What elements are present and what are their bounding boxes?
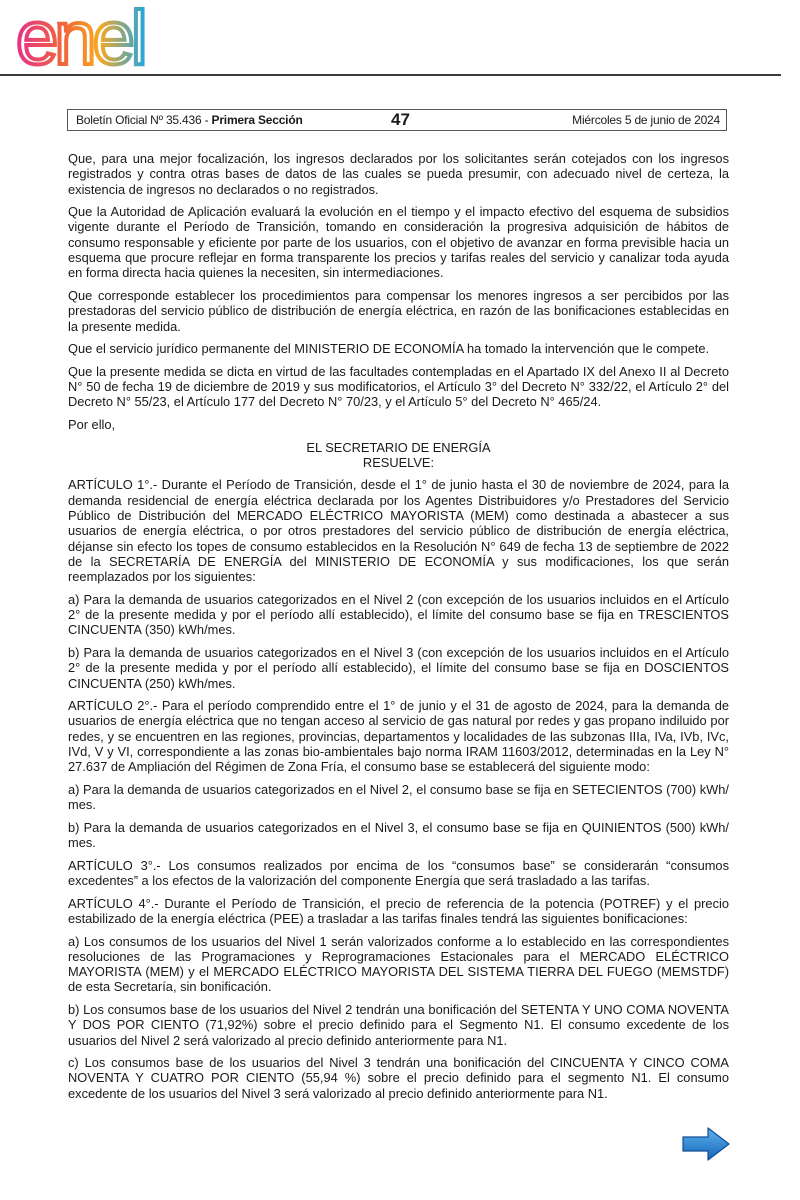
page-number: 47 [391, 110, 410, 129]
resolution-heading [68, 440, 729, 471]
bulletin-number: Boletín Oficial Nº 35.436 - [76, 113, 212, 127]
paragraph: Que corresponde establecer los procedimientos para compensar los menores ingresos a ser percibidos por las prestadoras del servicio público de distribución de energía eléctrica, en razón de las bonificaciones establecidas en la presente medida. [68, 287, 729, 334]
article-3: ARTÍCULO 3°.- Los consumos realizados por encima de los “consumos base” se considerarán “consumos excedentes” a los efectos de la valorización del componente Energía que será trasladado a las tarifas. [68, 857, 729, 889]
article-4: ARTÍCULO 4°.- Durante el Período de Transición, el precio de referencia de la potencia (POTREF) y el precio estabilizado de la energía eléctrica (PEE) a trasladar a las tarifas finales tendrá las siguientes bonificaciones: [68, 895, 729, 926]
logo-text: enel [16, 4, 144, 70]
paragraph: Que el servicio jurídico permanente del MINISTERIO DE ECONOMÍA ha tomado la intervención que le compete. [68, 341, 710, 357]
article-2: ARTÍCULO 2°.- Para el período comprendido entre el 1° de junio y el 31 de agosto de 2024, para la demanda de usuarios de energía eléctrica que no tengan acceso al servicio de gas natural por redes y gas propano indiluido por redes, y se encuentren en las regiones, provincias, departamentos y localidades de las subzonas IIIa, IVa, IVb, IVc, IVd, V y VI, correspondiente a las zonas bio-ambientales bajo norma IRAM 11603/2012, determinadas en la Ley N° 27.637 de Ampliación del Régimen de Zona Fría, el consumo base se establecerá del siguiente modo: [68, 698, 729, 775]
article-4-a: a) Los consumos de los usuarios del Nivel 1 serán valorizados conforme a lo establecido en las correspondientes resoluciones de las Programaciones y Reprogramaciones Estacionales para el MERCADO ELÉCTRICO MAYORISTA (MEM) y el MERCADO ELÉCTRICO MAYORISTA DEL SISTEMA TIERRA DEL FUEGO (MEMSTDF) de esta Secretaría, sin bonificación. [68, 933, 729, 995]
enel-logo [16, 4, 196, 70]
paragraph: Que la presente medida se dicta en virtud de las facultades contempladas en el Apartado IX del Anexo II al Decreto N° 50 de fecha 19 de diciembre de 2019 y sus modificatorios, el Artículo 3° del Decreto N° 332/22, el Artículo 2° del Decreto N° 55/23, el Artículo 177 del Decreto N° 70/23, y el Artículo 5° del Decreto N° 465/24. [68, 363, 729, 410]
section-name: Primera Sección [211, 113, 303, 127]
publication-date: Miércoles 5 de junio de 2024 [572, 113, 720, 127]
paragraph: Por ello, [68, 416, 116, 432]
gazette-header [67, 109, 727, 131]
article-4-b: b) Los consumos base de los usuarios del Nivel 2 tendrán una bonificación del SETENTA Y UNO COMA NOVENTA Y DOS POR CIENTO (71,92%) sobre el precio definido para el Segmento N1. El consumo excedente de los usuarios del Nivel 2 será valorizado al precio definido anteriormente para N1. [68, 1002, 729, 1048]
paragraph: Que la Autoridad de Aplicación evaluará la evolución en el tiempo y el impacto efectivo del esquema de subsidios vigente durante el Período de Transición, tomando en consideración la progresiva adquisición de hábitos de consumo responsable y eficiente por parte de los usuarios, con el objetivo de avanzar en forma previsible hacia un esquema que procure reflejar en forma transparente los precios y tarifas reales del servicio y canalizar toda ayuda en forma directa hacia quienes la necesiten, sin intermediaciones. [68, 204, 729, 281]
article-4-c: c) Los consumos base de los usuarios del Nivel 3 tendrán una bonificación del CINCUENTA Y CINCO COMA NOVENTA Y CUATRO POR CIENTO (55,94 %) sobre el precio definido para el segmento N1. El consumo excedente de los usuarios del Nivel 3 será valorizado al precio definido anteriormente para N1. [68, 1055, 729, 1101]
article-2-a: a) Para la demanda de usuarios categorizados en el Nivel 2, el consumo base se fija en SETECIENTOS (700) kWh/ mes. [68, 781, 729, 813]
article-1: ARTÍCULO 1°.- Durante el Período de Transición, desde el 1° de junio hasta el 30 de noviembre de 2024, para la demanda residencial de energía eléctrica declarada por los Agentes Distribuidores y/o Prestadores del Servicio Público de Distribución del MERCADO ELÉCTRICO MAYORISTA (MEM) como destinada a abastecer a sus usuarios de energía eléctrica, o por otros prestadores del servicio público de distribución de energía eléctrica, déjanse sin efecto los topes de consumo establecidos en la Resolución N° 649 de fecha 13 de septiembre de 2022 de la SECRETARÍA DE ENERGÍA del MINISTERIO DE ECONOMÍA y sus modificaciones, los que serán reemplazados por los siguientes: [68, 477, 729, 585]
top-rule [0, 74, 781, 76]
document-body [68, 151, 729, 1108]
heading-resuelve: RESUELVE: [362, 454, 435, 470]
bulletin-label [76, 113, 303, 127]
article-2-b: b) Para la demanda de usuarios categorizados en el Nivel 3, el consumo base se fija en QUINIENTOS (500) kWh/ mes. [68, 819, 729, 851]
paragraph: Que, para una mejor focalización, los ingresos declarados por los solicitantes serán cotejados con los ingresos registrados y contra otras bases de datos de las cuales se pueda presumir, con adecuado nivel de certeza, la existencia de ingresos no declarados o no registrados. [68, 151, 729, 197]
arrow-right-icon[interactable] [680, 1126, 732, 1162]
heading-title: EL SECRETARIO DE ENERGÍA [306, 439, 491, 455]
article-1-b: b) Para la demanda de usuarios categorizados en el Nivel 3 (con excepción de los usuarios incluidos en el Artículo 2° de la presente medida y por el período allí establecido), el límite del consumo base se fija en DOSCIENTOS CINCUENTA (250) kWh/mes. [68, 644, 729, 691]
article-1-a: a) Para la demanda de usuarios categorizados en el Nivel 2 (con excepción de los usuarios incluidos en el Artículo 2° de la presente medida y por el período allí establecido), el límite del consumo base se fija en TRESCIENTOS CINCUENTA (350) kWh/mes. [68, 591, 729, 638]
